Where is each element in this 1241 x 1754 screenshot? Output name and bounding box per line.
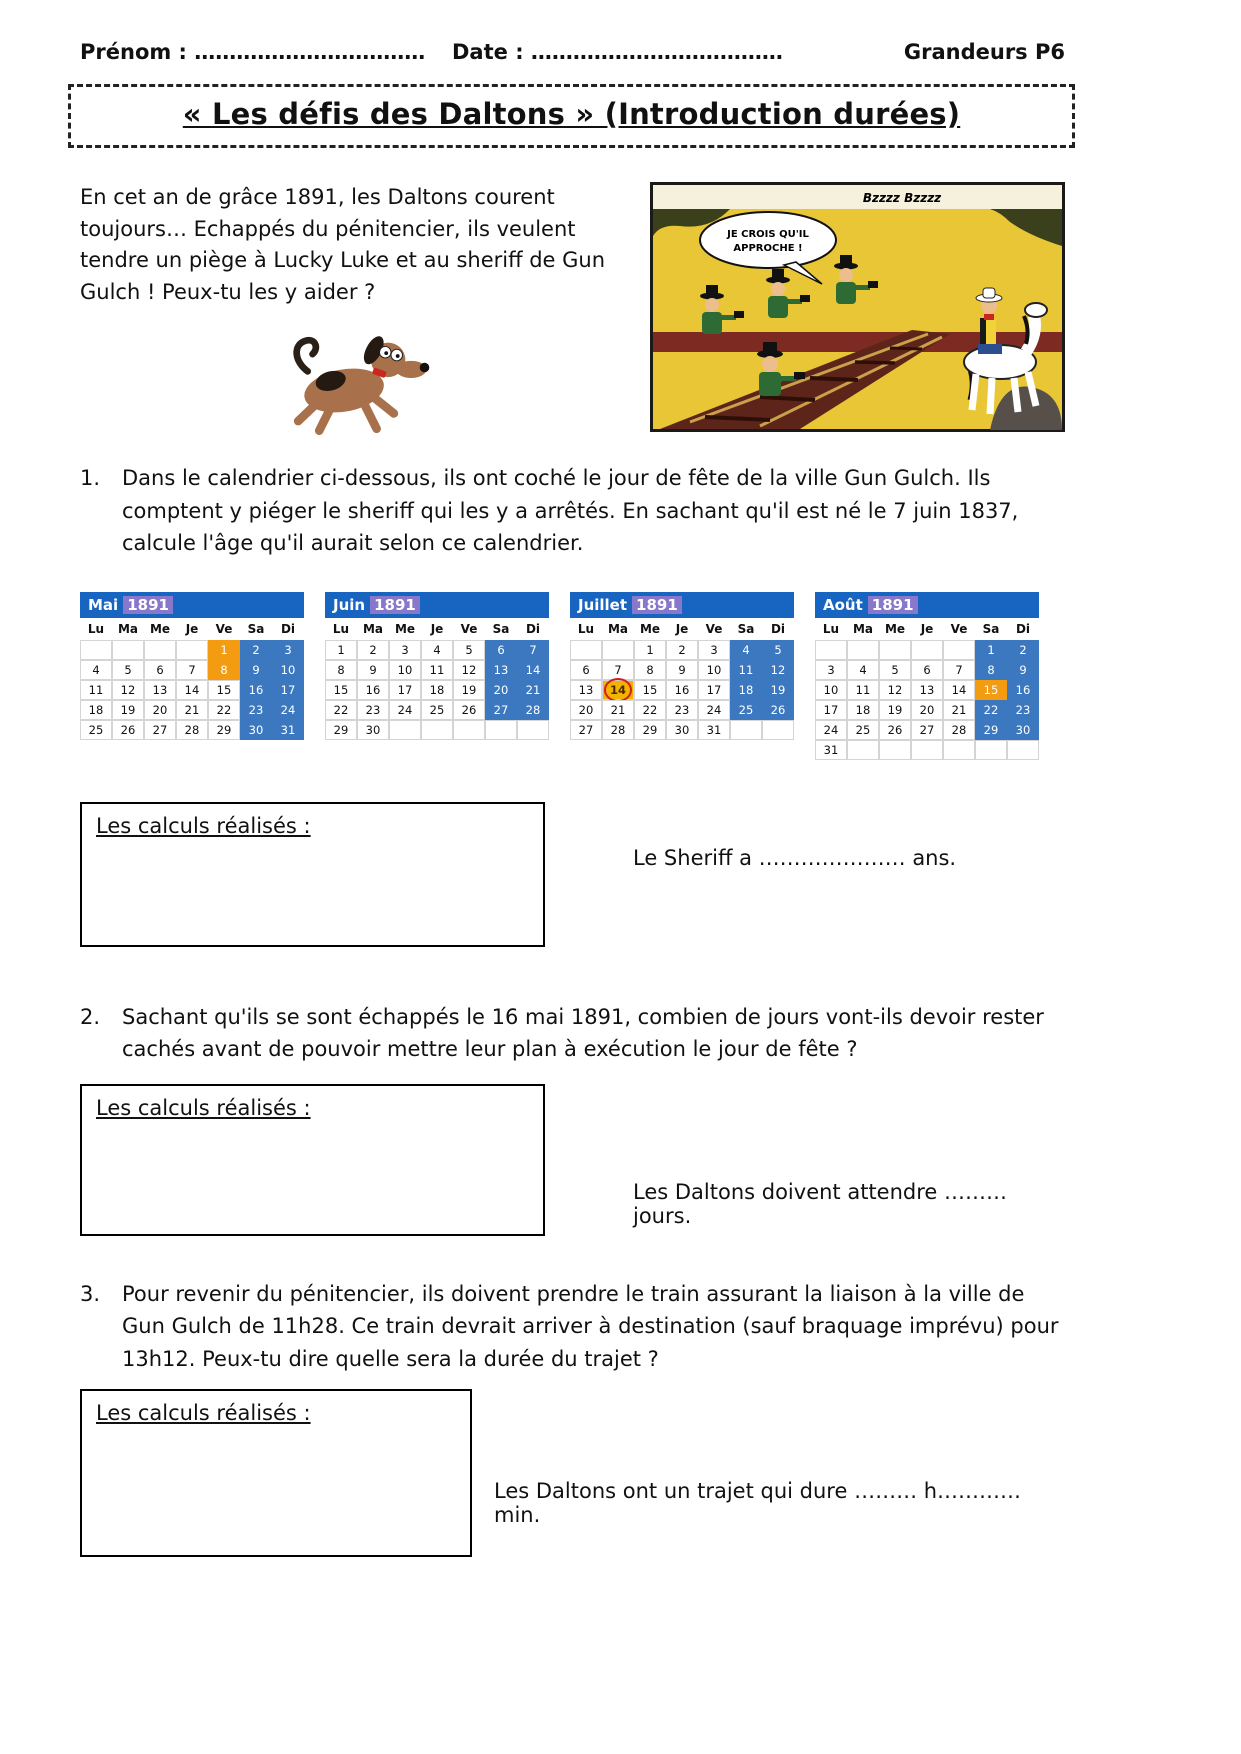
question-1-number: 1. bbox=[80, 466, 101, 490]
calendar-mai bbox=[80, 592, 304, 740]
day-cell bbox=[453, 720, 485, 740]
day-cell bbox=[911, 640, 943, 660]
day-cell bbox=[730, 720, 762, 740]
day-cell: 14 bbox=[517, 660, 549, 680]
day-cell: 26 bbox=[453, 700, 485, 720]
marked-festival-day-cell: 14 bbox=[602, 680, 634, 700]
day-of-week-header: Je bbox=[920, 621, 934, 636]
day-cell: 13 bbox=[570, 680, 602, 700]
calendar-month-header bbox=[570, 592, 794, 618]
day-cell: 7 bbox=[517, 640, 549, 660]
day-cell: 9 bbox=[357, 660, 389, 680]
day-cell: 23 bbox=[240, 700, 272, 720]
day-cell: 5 bbox=[762, 640, 794, 660]
answer-line-1: Le Sheriff a ………………… ans. bbox=[633, 845, 957, 870]
day-cell: 24 bbox=[698, 700, 730, 720]
day-cell: 13 bbox=[485, 660, 517, 680]
day-of-week-header: Lu bbox=[822, 621, 840, 636]
day-cell: 10 bbox=[815, 680, 847, 700]
day-cell: 20 bbox=[570, 700, 602, 720]
day-cell: 22 bbox=[325, 700, 357, 720]
day-of-week-header: Me bbox=[639, 621, 661, 636]
day-of-week-header: Lu bbox=[87, 621, 105, 636]
day-cell: 3 bbox=[815, 660, 847, 680]
day-cell: 25 bbox=[421, 700, 453, 720]
day-cell: 12 bbox=[112, 680, 144, 700]
course-label: Grandeurs P6 bbox=[903, 40, 1065, 64]
day-cell: 23 bbox=[357, 700, 389, 720]
day-cell: 30 bbox=[240, 720, 272, 740]
year-label: 1891 bbox=[632, 596, 682, 614]
bubble-text-line1: JE CROIS QU'IL bbox=[727, 229, 809, 240]
day-cell bbox=[176, 640, 208, 660]
day-of-week-header: Me bbox=[149, 621, 171, 636]
month-name: Août bbox=[823, 595, 863, 614]
day-cell: 6 bbox=[570, 660, 602, 680]
day-cell: 9 bbox=[1007, 660, 1039, 680]
day-cell: 13 bbox=[911, 680, 943, 700]
day-of-week-header: Me bbox=[884, 621, 906, 636]
day-cell: 12 bbox=[762, 660, 794, 680]
day-cell: 20 bbox=[144, 700, 176, 720]
day-of-week-header: Ve bbox=[950, 621, 968, 636]
day-cell bbox=[389, 720, 421, 740]
day-cell: 3 bbox=[272, 640, 304, 660]
day-cell: 29 bbox=[325, 720, 357, 740]
day-cell: 25 bbox=[847, 720, 879, 740]
calendar-month-header bbox=[80, 592, 304, 618]
day-cell: 18 bbox=[847, 700, 879, 720]
day-cell: 7 bbox=[176, 660, 208, 680]
day-cell: 23 bbox=[1007, 700, 1039, 720]
day-cell: 4 bbox=[847, 660, 879, 680]
day-cell: 12 bbox=[453, 660, 485, 680]
day-cell: 28 bbox=[517, 700, 549, 720]
calendars-row bbox=[80, 592, 1065, 760]
calc-box-1 bbox=[80, 802, 545, 947]
day-cell: 1 bbox=[208, 640, 240, 660]
day-cell: 28 bbox=[176, 720, 208, 740]
day-cell: 24 bbox=[815, 720, 847, 740]
dog-tail bbox=[297, 340, 316, 371]
day-cell: 8 bbox=[975, 660, 1007, 680]
day-cell bbox=[485, 720, 517, 740]
date-field-label: Date : ……………………………… bbox=[452, 40, 783, 64]
day-cell bbox=[943, 640, 975, 660]
day-cell: 12 bbox=[879, 680, 911, 700]
day-cell: 29 bbox=[208, 720, 240, 740]
day-cell: 7 bbox=[943, 660, 975, 680]
title-box bbox=[68, 84, 1075, 148]
day-cell: 24 bbox=[272, 700, 304, 720]
day-cell: 11 bbox=[421, 660, 453, 680]
answer-line-2: Les Daltons doivent attendre ……… jours. bbox=[633, 1179, 1007, 1228]
day-cell: 6 bbox=[144, 660, 176, 680]
day-cell: 21 bbox=[176, 700, 208, 720]
question-2-text: Sachant qu'ils se sont échappés le 16 mai 1891, combien de jours vont-ils devoir rester cachés avant de pouvoir mettre leur plan à exécution le jour de fête ? bbox=[122, 1004, 1044, 1062]
intro-left-column bbox=[80, 182, 635, 450]
day-of-week-header: Lu bbox=[332, 621, 350, 636]
day-cell bbox=[112, 640, 144, 660]
day-cell: 16 bbox=[240, 680, 272, 700]
answer-line-3: Les Daltons ont un trajet qui dure ……… h………… min. bbox=[494, 1479, 1022, 1528]
comic-image-wrapper bbox=[650, 182, 1065, 450]
day-cell: 15 bbox=[208, 680, 240, 700]
day-cell: 1 bbox=[634, 640, 666, 660]
day-cell: 31 bbox=[272, 720, 304, 740]
question-3 bbox=[80, 1278, 1065, 1376]
day-cell: 22 bbox=[208, 700, 240, 720]
calc-box-2 bbox=[80, 1084, 545, 1236]
day-cell: 20 bbox=[911, 700, 943, 720]
month-name: Juillet bbox=[578, 595, 628, 614]
day-cell: 27 bbox=[144, 720, 176, 740]
calendar-août bbox=[815, 592, 1039, 760]
day-cell: 3 bbox=[389, 640, 421, 660]
day-cell: 5 bbox=[112, 660, 144, 680]
day-of-week-header: Di bbox=[280, 621, 296, 636]
day-cell: 26 bbox=[879, 720, 911, 740]
day-cell: 27 bbox=[485, 700, 517, 720]
day-of-week-header: Ma bbox=[362, 621, 384, 636]
day-cell bbox=[762, 720, 794, 740]
day-cell: 27 bbox=[570, 720, 602, 740]
day-cell: 29 bbox=[975, 720, 1007, 740]
year-label: 1891 bbox=[123, 596, 173, 614]
day-cell: 11 bbox=[847, 680, 879, 700]
day-of-week-header: Sa bbox=[737, 621, 755, 636]
day-cell: 29 bbox=[634, 720, 666, 740]
day-cell: 2 bbox=[666, 640, 698, 660]
question-2 bbox=[80, 1001, 1065, 1066]
day-of-week-header: Je bbox=[185, 621, 199, 636]
day-cell: 6 bbox=[485, 640, 517, 660]
day-cell: 8 bbox=[634, 660, 666, 680]
year-label: 1891 bbox=[370, 596, 420, 614]
day-cell bbox=[144, 640, 176, 660]
day-cell: 10 bbox=[389, 660, 421, 680]
day-cell: 22 bbox=[634, 700, 666, 720]
page-title: « Les défis des Daltons » (Introduction durées) bbox=[182, 97, 961, 131]
day-cell: 10 bbox=[272, 660, 304, 680]
day-cell: 11 bbox=[730, 660, 762, 680]
day-cell bbox=[879, 740, 911, 760]
intro-section bbox=[80, 182, 1065, 450]
day-cell: 20 bbox=[485, 680, 517, 700]
calendar-juin bbox=[325, 592, 549, 740]
day-cell: 21 bbox=[602, 700, 634, 720]
intro-paragraph: En cet an de grâce 1891, les Daltons courent toujours… Echappés du pénitencier, ils veulent tendre un piège à Lucky Luke et au sheriff de Gun Gulch ! Peux-tu les y aider ? bbox=[80, 185, 606, 304]
day-cell: 8 bbox=[208, 660, 240, 680]
day-cell: 10 bbox=[698, 660, 730, 680]
day-of-week-header: Ve bbox=[460, 621, 478, 636]
dog-leg bbox=[298, 403, 317, 421]
month-name: Juin bbox=[333, 595, 366, 614]
day-cell: 18 bbox=[80, 700, 112, 720]
day-cell: 17 bbox=[272, 680, 304, 700]
day-cell: 6 bbox=[911, 660, 943, 680]
day-of-week-header: Di bbox=[1015, 621, 1031, 636]
day-cell bbox=[1007, 740, 1039, 760]
day-cell: 19 bbox=[879, 700, 911, 720]
day-cell: 26 bbox=[112, 720, 144, 740]
day-cell: 24 bbox=[389, 700, 421, 720]
day-of-week-header: Ve bbox=[705, 621, 723, 636]
bubble-text-line2: APPROCHE ! bbox=[733, 243, 803, 254]
question-3-number: 3. bbox=[80, 1281, 101, 1306]
day-cell: 9 bbox=[240, 660, 272, 680]
day-cell bbox=[80, 640, 112, 660]
day-cell: 26 bbox=[762, 700, 794, 720]
day-cell: 16 bbox=[357, 680, 389, 700]
day-cell: 30 bbox=[1007, 720, 1039, 740]
day-cell: 28 bbox=[943, 720, 975, 740]
calc-section-2 bbox=[80, 1084, 1065, 1236]
day-cell: 1 bbox=[975, 640, 1007, 660]
day-of-week-header: Di bbox=[770, 621, 786, 636]
day-cell: 16 bbox=[666, 680, 698, 700]
day-cell: 17 bbox=[698, 680, 730, 700]
day-cell: 18 bbox=[730, 680, 762, 700]
buzz-text: Bzzzz Bzzzz bbox=[862, 191, 942, 205]
day-of-week-header: Di bbox=[525, 621, 541, 636]
prenom-field-label: Prénom : …………………………… bbox=[80, 40, 426, 64]
calendar-month-header bbox=[815, 592, 1039, 618]
calc-box-3 bbox=[80, 1389, 472, 1557]
day-cell: 4 bbox=[730, 640, 762, 660]
dog-nose bbox=[420, 363, 430, 373]
page-header bbox=[80, 40, 1065, 64]
day-of-week-header: Ma bbox=[607, 621, 629, 636]
day-cell bbox=[517, 720, 549, 740]
day-cell: 28 bbox=[602, 720, 634, 740]
day-cell bbox=[421, 720, 453, 740]
day-cell: 27 bbox=[911, 720, 943, 740]
day-cell: 18 bbox=[421, 680, 453, 700]
comic-panel-image bbox=[650, 182, 1065, 432]
day-cell bbox=[975, 740, 1007, 760]
day-cell bbox=[879, 640, 911, 660]
calc-section-3 bbox=[80, 1389, 1065, 1557]
dog-leg bbox=[319, 408, 330, 431]
day-cell bbox=[570, 640, 602, 660]
day-cell: 23 bbox=[666, 700, 698, 720]
day-cell: 17 bbox=[389, 680, 421, 700]
day-of-week-header: Je bbox=[430, 621, 444, 636]
day-cell: 4 bbox=[421, 640, 453, 660]
dog-leg bbox=[365, 406, 376, 429]
day-cell: 1 bbox=[325, 640, 357, 660]
day-cell: 16 bbox=[1007, 680, 1039, 700]
day-cell: 7 bbox=[602, 660, 634, 680]
day-cell: 2 bbox=[240, 640, 272, 660]
calendar-juillet bbox=[570, 592, 794, 740]
day-of-week-header: Je bbox=[675, 621, 689, 636]
question-2-number: 2. bbox=[80, 1004, 101, 1029]
month-name: Mai bbox=[88, 595, 119, 614]
day-cell bbox=[847, 640, 879, 660]
day-of-week-header: Ma bbox=[117, 621, 139, 636]
day-cell: 21 bbox=[943, 700, 975, 720]
day-cell bbox=[815, 640, 847, 660]
day-cell: 2 bbox=[357, 640, 389, 660]
day-of-week-header: Sa bbox=[247, 621, 265, 636]
calc-box-label: Les calculs réalisés : bbox=[96, 813, 311, 838]
day-cell: 15 bbox=[975, 680, 1007, 700]
question-1-text: Dans le calendrier ci-dessous, ils ont coché le jour de fête de la ville Gun Gulch. Ils comptent y piéger le sheriff qui les y a arrêtés. En sachant qu'il est né le 7 juin 1837, calcule l'âge qu'il aurait selon ce calendrier. bbox=[122, 466, 1019, 556]
day-cell: 3 bbox=[698, 640, 730, 660]
day-cell: 30 bbox=[666, 720, 698, 740]
day-cell: 31 bbox=[698, 720, 730, 740]
day-cell: 2 bbox=[1007, 640, 1039, 660]
day-cell: 22 bbox=[975, 700, 1007, 720]
day-cell: 15 bbox=[634, 680, 666, 700]
day-cell: 31 bbox=[815, 740, 847, 760]
year-label: 1891 bbox=[868, 596, 918, 614]
day-cell: 17 bbox=[815, 700, 847, 720]
day-cell: 14 bbox=[943, 680, 975, 700]
day-cell: 19 bbox=[762, 680, 794, 700]
day-of-week-header: Sa bbox=[982, 621, 1000, 636]
dog-cartoon-image bbox=[280, 312, 435, 446]
day-cell: 13 bbox=[144, 680, 176, 700]
day-of-week-header: Ve bbox=[215, 621, 233, 636]
calc-box-label: Les calculs réalisés : bbox=[96, 1401, 311, 1426]
day-of-week-header: Me bbox=[394, 621, 416, 636]
question-1 bbox=[80, 462, 1065, 560]
day-cell: 4 bbox=[80, 660, 112, 680]
day-cell: 19 bbox=[453, 680, 485, 700]
day-of-week-header: Lu bbox=[577, 621, 595, 636]
calendar-month-header bbox=[325, 592, 549, 618]
day-cell bbox=[943, 740, 975, 760]
calc-box-label: Les calculs réalisés : bbox=[96, 1095, 311, 1120]
day-of-week-header: Sa bbox=[492, 621, 510, 636]
day-cell: 11 bbox=[80, 680, 112, 700]
day-cell bbox=[847, 740, 879, 760]
dog-leg bbox=[375, 398, 394, 413]
day-of-week-header: Ma bbox=[852, 621, 874, 636]
day-cell: 5 bbox=[879, 660, 911, 680]
day-cell: 25 bbox=[80, 720, 112, 740]
day-cell bbox=[911, 740, 943, 760]
day-cell: 21 bbox=[517, 680, 549, 700]
day-cell: 8 bbox=[325, 660, 357, 680]
dog-image-wrapper bbox=[280, 312, 635, 450]
question-3-text: Pour revenir du pénitencier, ils doivent prendre le train assurant la liaison à la ville de Gun Gulch de 11h28. Ce train devrait arriver à destination (sauf braquage imprévu) pour 13h12. Peux-tu dire quelle sera la durée du trajet ? bbox=[122, 1281, 1059, 1371]
day-cell: 9 bbox=[666, 660, 698, 680]
day-cell: 19 bbox=[112, 700, 144, 720]
day-cell: 5 bbox=[453, 640, 485, 660]
day-cell: 14 bbox=[176, 680, 208, 700]
day-cell bbox=[602, 640, 634, 660]
day-cell: 25 bbox=[730, 700, 762, 720]
calc-section-1 bbox=[80, 802, 1065, 947]
day-cell: 15 bbox=[325, 680, 357, 700]
day-cell: 30 bbox=[357, 720, 389, 740]
